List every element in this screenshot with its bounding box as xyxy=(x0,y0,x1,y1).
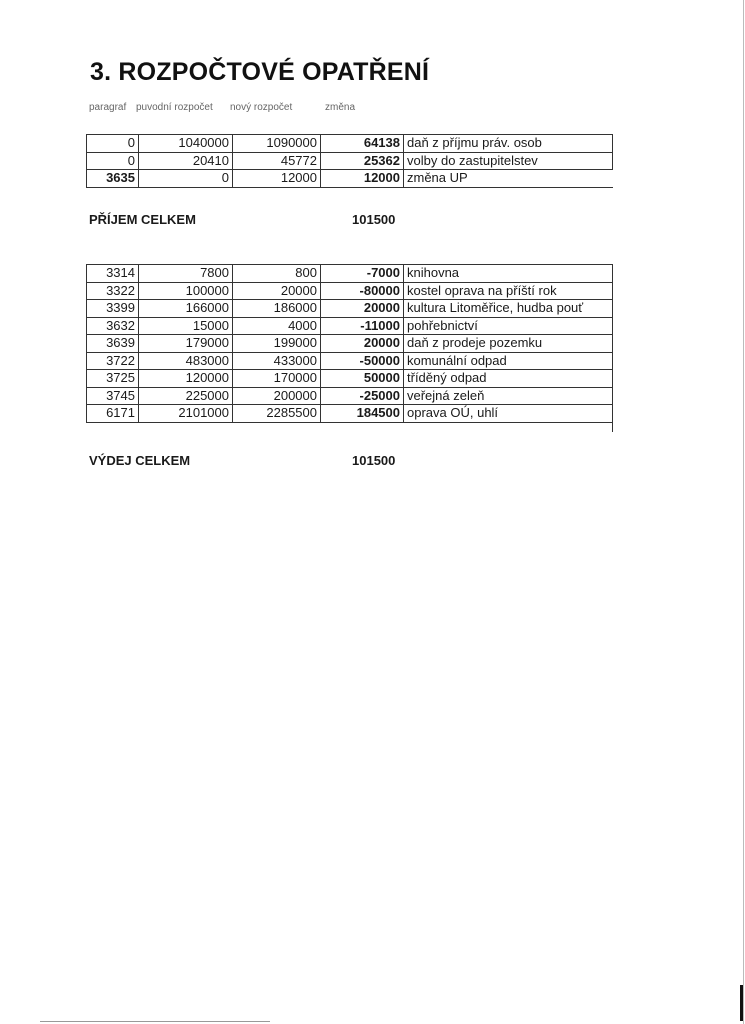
cell-paragraf: 3725 xyxy=(87,370,139,388)
cell-popis: tříděný odpad xyxy=(404,370,613,388)
cell-zmena: -25000 xyxy=(321,387,404,405)
cell-paragraf: 6171 xyxy=(87,405,139,423)
table-row xyxy=(87,152,613,170)
cell-novy: 12000 xyxy=(233,170,321,188)
cell-zmena: 184500 xyxy=(321,405,404,423)
cell-popis: volby do zastupitelstev xyxy=(404,152,613,170)
income-table-right-border xyxy=(612,134,613,170)
cell-paragraf: 3399 xyxy=(87,300,139,318)
cell-zmena: 25362 xyxy=(321,152,404,170)
table-row xyxy=(87,387,613,405)
income-table-body xyxy=(87,135,613,188)
table-row xyxy=(87,170,613,188)
table-row xyxy=(87,135,613,153)
cell-puvodni: 1040000 xyxy=(139,135,233,153)
cell-novy: 433000 xyxy=(233,352,321,370)
cell-novy: 45772 xyxy=(233,152,321,170)
cell-novy: 20000 xyxy=(233,282,321,300)
cell-paragraf: 3314 xyxy=(87,265,139,283)
table-row xyxy=(87,370,613,388)
cell-zmena: -50000 xyxy=(321,352,404,370)
cell-puvodni: 483000 xyxy=(139,352,233,370)
cell-puvodni: 0 xyxy=(139,170,233,188)
table-row xyxy=(87,300,613,318)
cell-puvodni: 120000 xyxy=(139,370,233,388)
table-row xyxy=(87,265,613,283)
cell-novy: 199000 xyxy=(233,335,321,353)
cell-popis: komunální odpad xyxy=(404,352,613,370)
cell-zmena: -7000 xyxy=(321,265,404,283)
table-row xyxy=(87,282,613,300)
column-header-puvodni: puvodní rozpočet xyxy=(136,102,213,113)
table-row xyxy=(87,317,613,335)
income-total-label: PŘÍJEM CELKEM xyxy=(89,212,196,227)
cell-novy: 170000 xyxy=(233,370,321,388)
cell-popis: změna UP xyxy=(404,170,613,188)
cell-zmena: 20000 xyxy=(321,300,404,318)
cell-novy: 2285500 xyxy=(233,405,321,423)
expense-table-right-border xyxy=(612,264,613,432)
expense-table xyxy=(86,264,613,423)
cell-puvodni: 7800 xyxy=(139,265,233,283)
column-header-novy: nový rozpočet xyxy=(230,102,293,113)
scan-edge-mark xyxy=(740,985,743,1021)
cell-paragraf: 0 xyxy=(87,135,139,153)
cell-puvodni: 15000 xyxy=(139,317,233,335)
cell-paragraf: 3722 xyxy=(87,352,139,370)
cell-paragraf: 3639 xyxy=(87,335,139,353)
expense-table-body xyxy=(87,265,613,423)
column-header-paragraf: paragraf xyxy=(89,102,127,113)
cell-zmena: 12000 xyxy=(321,170,404,188)
cell-zmena: 20000 xyxy=(321,335,404,353)
cell-puvodni: 2101000 xyxy=(139,405,233,423)
table-row xyxy=(87,405,613,423)
cell-zmena: 64138 xyxy=(321,135,404,153)
cell-popis: knihovna xyxy=(404,265,613,283)
cell-popis: daň z prodeje pozemku xyxy=(404,335,613,353)
cell-paragraf: 3745 xyxy=(87,387,139,405)
cell-puvodni: 166000 xyxy=(139,300,233,318)
income-table xyxy=(86,134,613,188)
cell-puvodni: 100000 xyxy=(139,282,233,300)
cell-zmena: -80000 xyxy=(321,282,404,300)
cell-zmena: -11000 xyxy=(321,317,404,335)
cell-novy: 800 xyxy=(233,265,321,283)
expense-total-value: 101500 xyxy=(352,453,396,468)
cell-popis: oprava OÚ, uhlí xyxy=(404,405,613,423)
table-row xyxy=(87,352,613,370)
scan-bottom-line xyxy=(40,1021,270,1022)
cell-novy: 4000 xyxy=(233,317,321,335)
cell-paragraf: 3635 xyxy=(87,170,139,188)
cell-paragraf: 3632 xyxy=(87,317,139,335)
table-row xyxy=(87,335,613,353)
cell-novy: 1090000 xyxy=(233,135,321,153)
cell-popis: pohřebnictví xyxy=(404,317,613,335)
cell-zmena: 50000 xyxy=(321,370,404,388)
cell-paragraf: 3322 xyxy=(87,282,139,300)
cell-novy: 186000 xyxy=(233,300,321,318)
cell-popis: veřejná zeleň xyxy=(404,387,613,405)
scan-edge-line xyxy=(743,0,744,1024)
cell-puvodni: 225000 xyxy=(139,387,233,405)
cell-paragraf: 0 xyxy=(87,152,139,170)
cell-popis: daň z příjmu práv. osob xyxy=(404,135,613,153)
cell-novy: 200000 xyxy=(233,387,321,405)
income-total-value: 101500 xyxy=(352,212,396,227)
cell-popis: kostel oprava na příští rok xyxy=(404,282,613,300)
column-header-zmena: změna xyxy=(325,102,356,113)
page-title: 3. ROZPOČTOVÉ OPATŘENÍ xyxy=(90,58,430,86)
cell-popis: kultura Litoměřice, hudba pouť xyxy=(404,300,613,318)
cell-puvodni: 179000 xyxy=(139,335,233,353)
cell-puvodni: 20410 xyxy=(139,152,233,170)
expense-total-label: VÝDEJ CELKEM xyxy=(89,453,191,468)
